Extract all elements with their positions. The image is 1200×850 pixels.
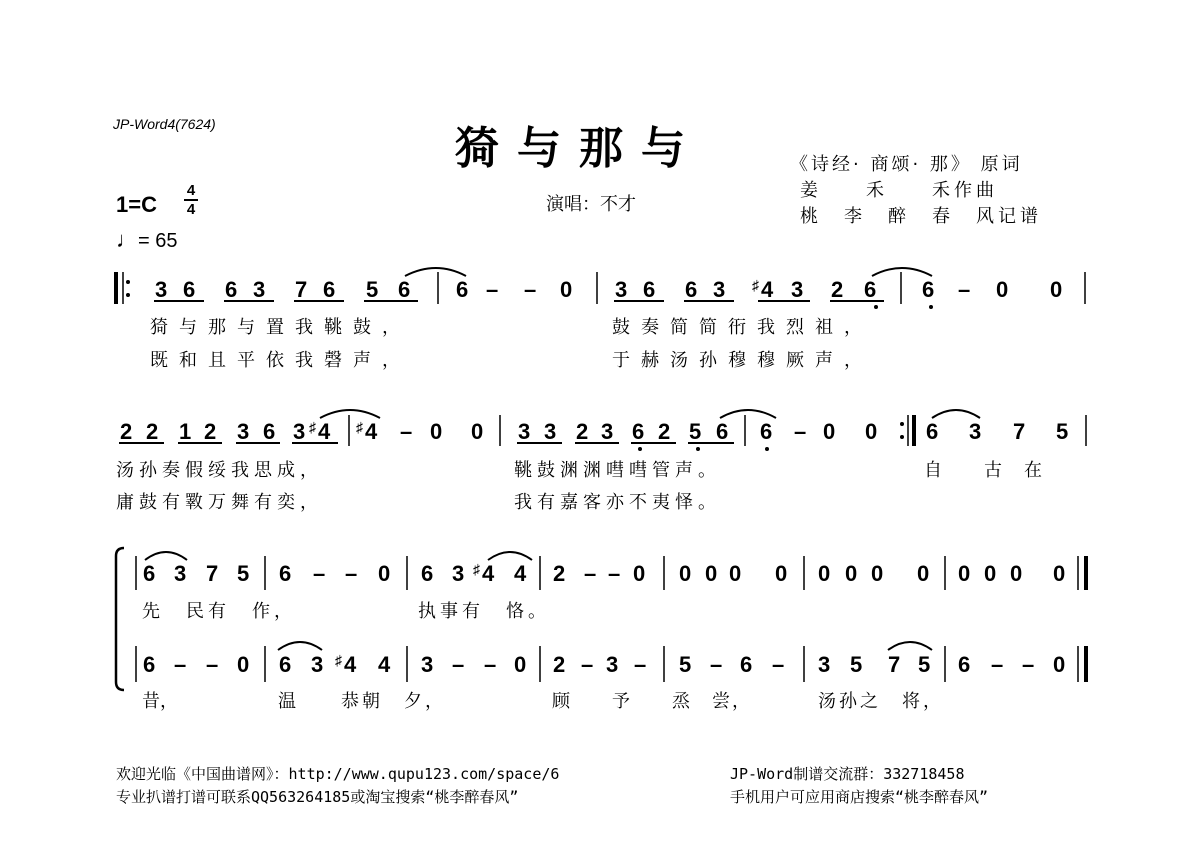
lyric-line: 先 民有 作， (142, 601, 296, 622)
lyric-line: 既和且平依我磬声， (150, 350, 411, 371)
svg-text:0: 0 (984, 561, 997, 586)
svg-text:4: 4 (344, 652, 357, 677)
svg-text:6: 6 (456, 277, 469, 302)
svg-text:–: – (206, 652, 219, 677)
svg-text:0: 0 (818, 561, 831, 586)
svg-text:6: 6 (864, 277, 877, 302)
time-signature-top: 4 (186, 182, 196, 199)
svg-text:6: 6 (143, 561, 156, 586)
svg-text:6: 6 (643, 277, 656, 302)
footer-group: JP-Word制谱交流群：332718458 (730, 765, 965, 783)
svg-text:6: 6 (926, 419, 939, 444)
svg-text:–: – (710, 652, 723, 677)
svg-text:–: – (794, 419, 807, 444)
svg-text:3: 3 (518, 419, 531, 444)
song-title: 猗与那与 (455, 123, 703, 174)
svg-text:5: 5 (679, 652, 692, 677)
lyric-line: 猗与那与置我鞉鼓， (150, 317, 411, 338)
svg-text:3: 3 (601, 419, 614, 444)
svg-text:–: – (486, 277, 499, 302)
composer-credit: 姜 禾 禾作曲 (800, 180, 998, 201)
svg-text:6: 6 (632, 419, 645, 444)
svg-text:7: 7 (206, 561, 219, 586)
svg-text:♯: ♯ (335, 652, 342, 668)
svg-text:2: 2 (146, 419, 159, 444)
lyric-line: 汤孙奏假绥我思成， (116, 460, 323, 481)
lyric-line: 鞉鼓渊渊嘒嘒管声。 (514, 460, 721, 481)
svg-text:3: 3 (452, 561, 465, 586)
svg-text:0: 0 (560, 277, 573, 302)
svg-text:0: 0 (871, 561, 884, 586)
svg-text:0: 0 (471, 419, 484, 444)
system-3-lower-notes (143, 652, 1065, 677)
svg-text:3: 3 (606, 652, 619, 677)
svg-text:2: 2 (658, 419, 671, 444)
key-signature: 1=C (116, 192, 157, 217)
system-1-notes (155, 277, 1062, 302)
svg-text:0: 0 (705, 561, 718, 586)
svg-text:4: 4 (378, 652, 391, 677)
svg-text:3: 3 (544, 419, 557, 444)
svg-text:–: – (345, 561, 358, 586)
svg-text:3: 3 (311, 652, 324, 677)
svg-text:5: 5 (237, 561, 250, 586)
svg-text:6: 6 (279, 561, 292, 586)
svg-text:–: – (581, 652, 594, 677)
svg-text:2: 2 (553, 652, 566, 677)
svg-text:0: 0 (1010, 561, 1023, 586)
svg-text:2: 2 (831, 277, 844, 302)
svg-text:4: 4 (365, 419, 378, 444)
lyrics (116, 317, 1044, 712)
svg-text:0: 0 (1053, 652, 1066, 677)
svg-text:6: 6 (421, 561, 434, 586)
quarter-note-icon: ♩ (116, 227, 138, 252)
svg-text:3: 3 (174, 561, 187, 586)
svg-text:3: 3 (421, 652, 434, 677)
lyric-line: 顾 予 烝 尝， (552, 691, 752, 712)
svg-text:3: 3 (237, 419, 250, 444)
svg-text:5: 5 (689, 419, 702, 444)
svg-text:6: 6 (716, 419, 729, 444)
system-3-upper-notes (143, 561, 1065, 586)
svg-text:0: 0 (633, 561, 646, 586)
svg-text:–: – (452, 652, 465, 677)
lyric-line: 汤孙之 将， (818, 691, 944, 712)
software-version: JP-Word4(7624) (113, 116, 216, 132)
svg-text:–: – (608, 561, 621, 586)
svg-text:3: 3 (155, 277, 168, 302)
svg-text:6: 6 (323, 277, 336, 302)
svg-text:1: 1 (179, 419, 192, 444)
svg-text:3: 3 (253, 277, 266, 302)
svg-text:6: 6 (143, 652, 156, 677)
svg-text:0: 0 (430, 419, 443, 444)
footer-website: 欢迎光临《中国曲谱网》：http://www.qupu123.com/space/6 (116, 765, 560, 783)
singer-credit: 演唱：不才 (546, 194, 636, 215)
svg-text:0: 0 (378, 561, 391, 586)
svg-text:6: 6 (398, 277, 411, 302)
svg-text:0: 0 (514, 652, 527, 677)
lyric-line: 昔， (142, 691, 178, 712)
svg-text:6: 6 (183, 277, 196, 302)
svg-text:–: – (524, 277, 537, 302)
svg-text:0: 0 (729, 561, 742, 586)
svg-text:–: – (584, 561, 597, 586)
svg-text:4: 4 (761, 277, 774, 302)
svg-text:–: – (313, 561, 326, 586)
lyric-line: 我有嘉客亦不夷怿。 (514, 492, 721, 513)
svg-text:6: 6 (760, 419, 773, 444)
svg-text:0: 0 (865, 419, 878, 444)
transcriber-credit: 桃 李 醉 春 风记谱 (800, 206, 1042, 227)
svg-text:0: 0 (845, 561, 858, 586)
svg-text:0: 0 (1050, 277, 1063, 302)
svg-text:5: 5 (366, 277, 379, 302)
time-signature-bottom: 4 (186, 201, 196, 218)
svg-text:0: 0 (1053, 561, 1066, 586)
footer (116, 765, 988, 806)
svg-text:3: 3 (818, 652, 831, 677)
svg-text:0: 0 (823, 419, 836, 444)
footer-mobile: 手机用户可应用商店搜索“桃李醉春风” (730, 788, 989, 806)
svg-text:3: 3 (615, 277, 628, 302)
svg-text:7: 7 (888, 652, 901, 677)
svg-text:0: 0 (237, 652, 250, 677)
svg-text:4: 4 (482, 561, 495, 586)
lyric-line: 温 恭朝 夕， (278, 691, 446, 712)
lyricist-credit: 《诗经· 商颂· 那》 原词 (790, 154, 1023, 175)
svg-text:♯: ♯ (752, 277, 759, 293)
lyric-line: 庸鼓有斁万舞有奕， (116, 492, 323, 513)
svg-text:5: 5 (850, 652, 863, 677)
svg-text:5: 5 (1056, 419, 1069, 444)
svg-text:4: 4 (514, 561, 527, 586)
svg-text:6: 6 (740, 652, 753, 677)
footer-contact: 专业扒谱打谱可联系QQ563264185或淘宝搜索“桃李醉春风” (116, 788, 519, 806)
svg-text:0: 0 (996, 277, 1009, 302)
system-2-notes (120, 419, 1068, 444)
lyric-line: 执事有 恪。 (418, 601, 550, 622)
svg-text:2: 2 (120, 419, 133, 444)
svg-text:6: 6 (685, 277, 698, 302)
svg-text:–: – (772, 652, 785, 677)
svg-text:6: 6 (263, 419, 276, 444)
svg-text:6: 6 (225, 277, 238, 302)
svg-text:3: 3 (969, 419, 982, 444)
svg-text:0: 0 (958, 561, 971, 586)
svg-text:6: 6 (958, 652, 971, 677)
lyric-line: 自 古 在 (924, 460, 1044, 481)
svg-text:–: – (400, 419, 413, 444)
svg-text:0: 0 (679, 561, 692, 586)
svg-text:3: 3 (713, 277, 726, 302)
svg-text:♯: ♯ (356, 419, 363, 435)
svg-text:6: 6 (922, 277, 935, 302)
tempo-marking: ♩= 65 (116, 227, 178, 252)
svg-text:–: – (958, 277, 971, 302)
svg-text:4: 4 (318, 419, 331, 444)
svg-text:7: 7 (295, 277, 308, 302)
svg-text:6: 6 (279, 652, 292, 677)
svg-text:–: – (634, 652, 647, 677)
svg-text:–: – (174, 652, 187, 677)
svg-text:–: – (1022, 652, 1035, 677)
svg-text:–: – (484, 652, 497, 677)
svg-text:2: 2 (576, 419, 589, 444)
svg-text:–: – (991, 652, 1004, 677)
svg-text:2: 2 (204, 419, 217, 444)
svg-text:♯: ♯ (309, 419, 316, 435)
svg-text:3: 3 (293, 419, 306, 444)
svg-text:7: 7 (1013, 419, 1026, 444)
svg-text:0: 0 (917, 561, 930, 586)
svg-text:♯: ♯ (473, 561, 480, 577)
lyric-line: 于赫汤孙穆穆厥声， (612, 350, 873, 371)
svg-text:2: 2 (553, 561, 566, 586)
lyric-line: 鼓奏简简衎我烈祖， (612, 317, 873, 338)
svg-text:0: 0 (775, 561, 788, 586)
svg-text:5: 5 (918, 652, 931, 677)
svg-text:3: 3 (791, 277, 804, 302)
